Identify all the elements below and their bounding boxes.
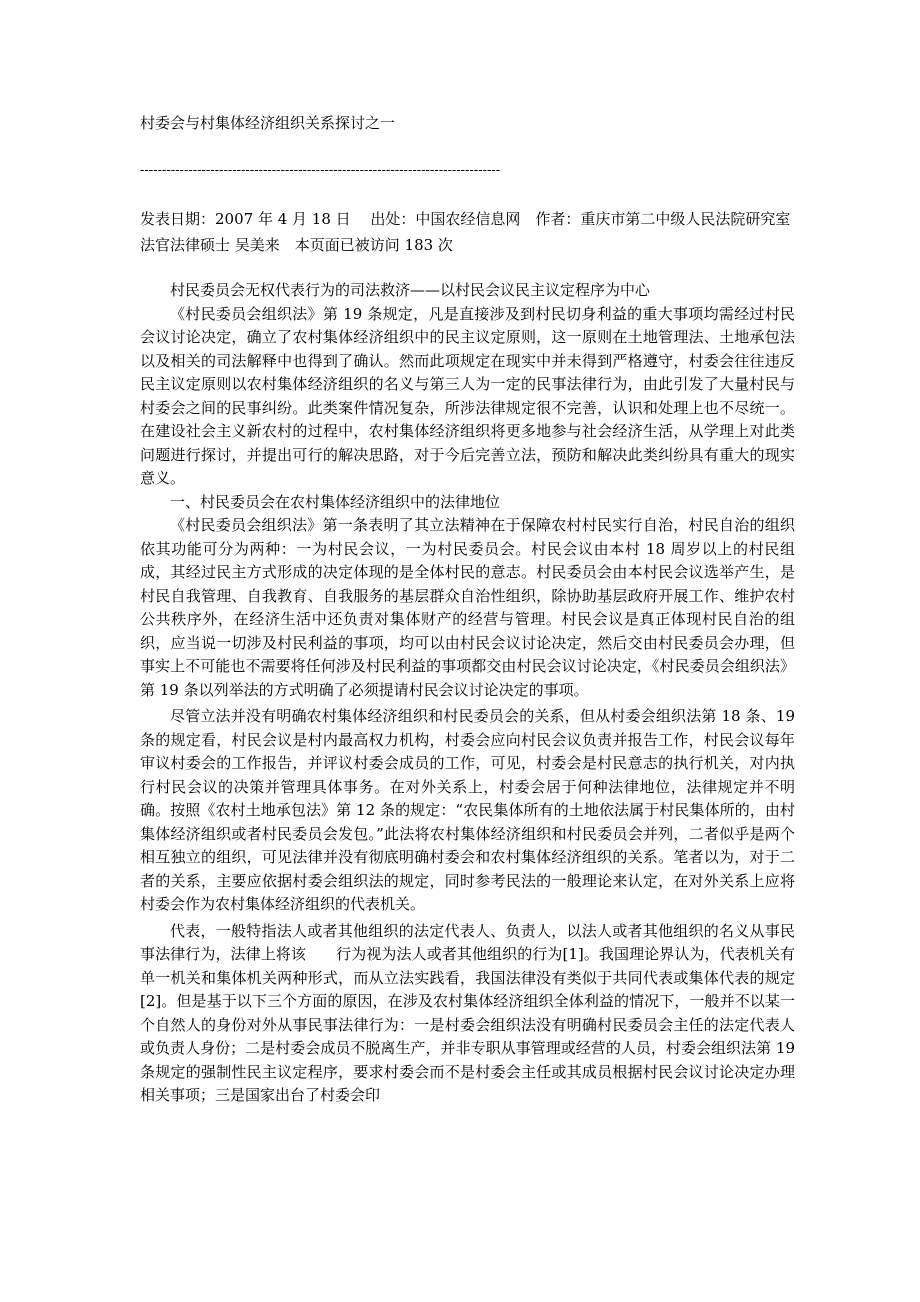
paragraph: 尽管立法并没有明确农村集体经济组织和村民委员会的关系，但从村委会组织法第 18 条、19 条的规定看，村民会议是村内最高权力机构，村委会应向村民会议负责并报告工作，村民会议每年审议村委会的工作报告，并评议村委会成员的工作，可见，村委会是村民意志的执行机关，对内执行村民会议的决策并管理具体事务。在对外关系上，村委会居于何种法律地位，法律规定并不明确。按照《农村土地承包法》第 12 条的规定：“农民集体所有的土地依法属于村民集体所的，由村集体经济组织或者村民委员会发包。”此法将农村集体经济组织和村民委员会并列，二者似乎是两个相互独立的组织，可见法律并没有彻底明确村委会和农村集体经济组织的关系。笔者以为，对于二者的关系，主要应依据村委会组织法的规定，同时参考民法的一般理论来认定，在对外关系上应将村委会作为农村集体经济组织的代表机关。 — [140, 707, 795, 913]
section-heading: 一、村民委员会在农村集体经济组织中的法律地位 — [170, 492, 501, 511]
article-meta: 发表日期：2007 年 4 月 18 日 出处：中国农经信息网 作者：重庆市第二中级人民法院研究室法官法律硕士 吴美来 本页面已被访问 183 次 — [140, 210, 791, 254]
paragraph: 《村民委员会组织法》第 19 条规定，凡是直接涉及到村民切身利益的重大事项均需经过村民会议讨论决定，确立了农村集体经济组织中的民主议定原则，这一原则在土地管理法、土地承包法以及相关的司法解释中也得到了确认。然而此项规定在现实中并未得到严格遵守，村委会往往违反民主议定原则以农村集体经济组织的名义与第三人为一定的民事法律行为，由此引发了大量村民与村委会之间的民事纠纷。此类案件情况复杂，所涉法律规定很不完善，认识和处理上也不尽统一。在建设社会主义新农村的过程中，农村集体经济组织将更多地参与社会经济生活，从学理上对此类问题进行探讨，并提出可行的解决思路，对于今后完善立法，预防和解决此类纠纷具有重大的现实意义。 — [140, 304, 795, 487]
divider-line: ---------------------------------------------------------------------------------- — [140, 163, 501, 178]
article-body — [140, 279, 795, 1108]
paragraph: 代表，一般特指法人或者其他组织的法定代表人、负责人，以法人或者其他组织的名义从事民事法律行为，法律上将该 行为视为法人或者其他组织的行为[1]。我国理论界认为，代表机关有单一机关和集体机关两种形式，而从立法实践看，我国法律没有类似于共同代表或集体代表的规定[2]。但是基于以下三个方面的原因，在涉及农村集体经济组织全体利益的情况下，一般并不以某一个自然人的身份对外从事民事法律行为：一是村委会组织法没有明确村民委员会主任的法定代表人或负责人身份；二是村委会成员不脱离生产，并非专职从事管理或经营的人员，村委会组织法第 19 条规定的强制性民主议定程序，要求村委会而不是村委会主任或其成员根据村民会议讨论决定办理相关事项；三是国家出台了村委会印 — [140, 921, 795, 1104]
article-title: 村委会与村集体经济组织关系探讨之一 — [140, 114, 396, 132]
paragraph-subtitle: 村民委员会无权代表行为的司法救济——以村民会议民主议定程序为中心 — [170, 281, 651, 299]
paragraph: 《村民委员会组织法》第一条表明了其立法精神在于保障农村村民实行自治，村民自治的组织依其功能可分为两种：一为村民会议，一为村民委员会。村民会议由本村 18 周岁以上的村民组成，其经过民主方式形成的决定体现的是全体村民的意志。村民委员会由本村民会议选举产生，是村民自我管理、自我教育、自我服务的基层群众自治性组织，除协助基层政府开展工作、维护农村公共秩序外，在经济生活中还负责对集体财产的经营与管理。村民会议是真正体现村民自治的组织，应当说一切涉及村民利益的事项，均可以由村民会议讨论决定，然后交由村民委员会办理，但事实上不可能也不需要将任何涉及村民利益的事项都交由村民会议讨论决定，《村民委员会组织法》第 19 条以列举法的方式明确了必须提请村民会议讨论决定的事项。 — [140, 516, 795, 699]
